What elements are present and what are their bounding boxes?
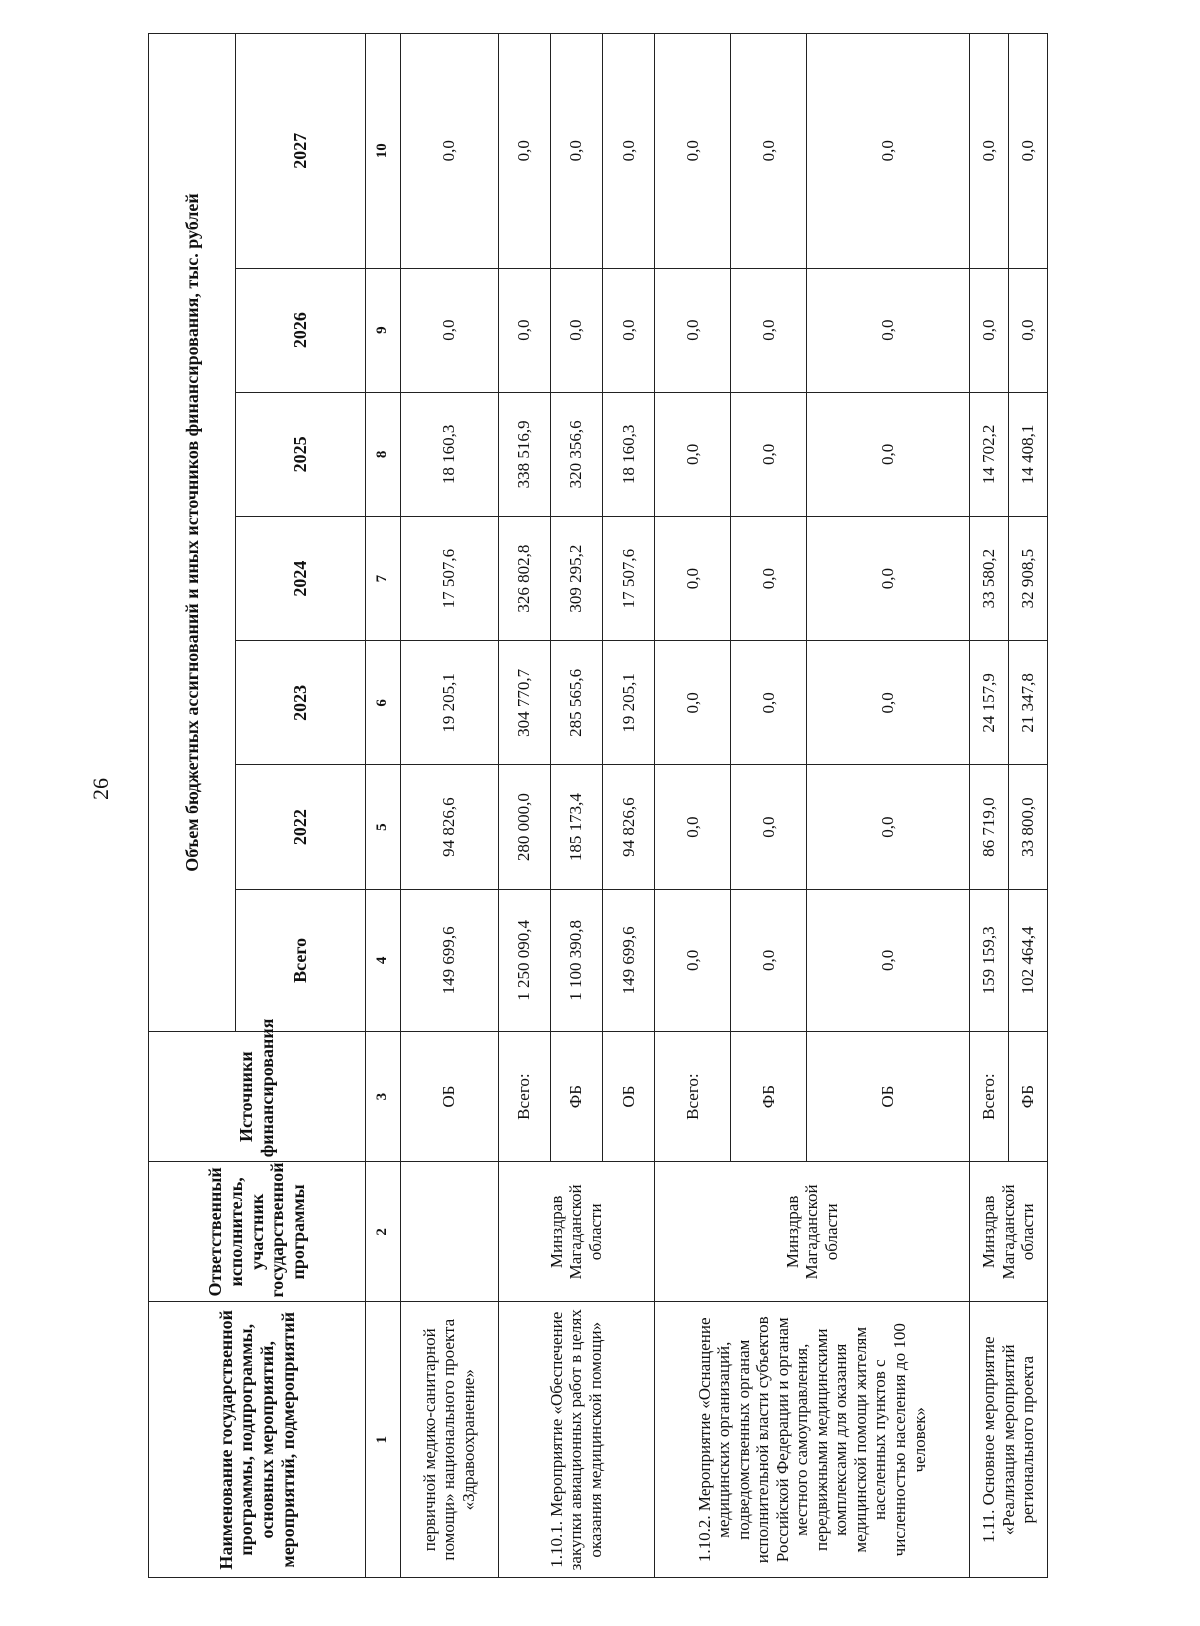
cell-value: 0,0 bbox=[806, 641, 969, 765]
table-row bbox=[400, 34, 498, 1578]
cell-value: 21 347,8 bbox=[1008, 641, 1047, 765]
cell-value: 0,0 bbox=[730, 392, 806, 516]
row-source: ФБ bbox=[550, 1031, 602, 1161]
cell-value: 18 160,3 bbox=[400, 392, 498, 516]
header-year: 2023 bbox=[235, 641, 365, 765]
cell-value: 0,0 bbox=[498, 268, 550, 392]
cell-value: 0,0 bbox=[806, 889, 969, 1031]
cell-value: 0,0 bbox=[730, 889, 806, 1031]
col-number: 1 bbox=[366, 1302, 401, 1578]
cell-value: 0,0 bbox=[654, 34, 730, 269]
row-source: ФБ bbox=[730, 1031, 806, 1161]
cell-value: 0,0 bbox=[806, 765, 969, 889]
cell-value: 0,0 bbox=[730, 34, 806, 269]
cell-value: 0,0 bbox=[654, 392, 730, 516]
cell-value: 285 565,6 bbox=[550, 641, 602, 765]
cell-value: 149 699,6 bbox=[602, 889, 654, 1031]
rotated-table-container bbox=[148, 33, 1048, 1578]
row-source: ФБ bbox=[1008, 1031, 1047, 1161]
cell-value: 0,0 bbox=[550, 34, 602, 269]
cell-value: 94 826,6 bbox=[400, 765, 498, 889]
header-row bbox=[149, 34, 236, 1578]
col-number: 8 bbox=[366, 392, 401, 516]
table-row bbox=[498, 34, 550, 1578]
cell-value: 309 295,2 bbox=[550, 517, 602, 641]
header-year: 2026 bbox=[235, 268, 365, 392]
cell-value: 0,0 bbox=[806, 392, 969, 516]
col-number: 3 bbox=[366, 1031, 401, 1161]
row-executor: Минздрав Магаданской области bbox=[969, 1162, 1047, 1302]
cell-value: 0,0 bbox=[1008, 34, 1047, 269]
cell-value: 0,0 bbox=[969, 268, 1008, 392]
cell-value: 326 802,8 bbox=[498, 517, 550, 641]
financing-table bbox=[148, 33, 1048, 1578]
cell-value: 19 205,1 bbox=[400, 641, 498, 765]
cell-value: 0,0 bbox=[654, 765, 730, 889]
cell-value: 0,0 bbox=[730, 268, 806, 392]
row-name: первичной медико-санитарной помощи» национального проекта «Здравоохранение» bbox=[400, 1302, 498, 1578]
cell-value: 0,0 bbox=[806, 34, 969, 269]
col-number: 6 bbox=[366, 641, 401, 765]
row-source: Всего: bbox=[969, 1031, 1008, 1161]
table-row bbox=[969, 34, 1008, 1578]
row-executor: Минздрав Магаданской области bbox=[498, 1162, 654, 1302]
cell-value: 0,0 bbox=[654, 641, 730, 765]
row-source: ОБ bbox=[806, 1031, 969, 1161]
cell-value: 102 464,4 bbox=[1008, 889, 1047, 1031]
header-col2: Ответственный исполнитель, участник государственной программы bbox=[149, 1162, 366, 1302]
cell-value: 0,0 bbox=[730, 517, 806, 641]
cell-value: 33 800,0 bbox=[1008, 765, 1047, 889]
cell-value: 0,0 bbox=[498, 34, 550, 269]
row-executor: Минздрав Магаданской области bbox=[654, 1162, 969, 1302]
cell-value: 0,0 bbox=[654, 268, 730, 392]
cell-value: 0,0 bbox=[730, 765, 806, 889]
cell-value: 1 250 090,4 bbox=[498, 889, 550, 1031]
col-number: 9 bbox=[366, 268, 401, 392]
cell-value: 33 580,2 bbox=[969, 517, 1008, 641]
col-number: 4 bbox=[366, 889, 401, 1031]
col-number: 7 bbox=[366, 517, 401, 641]
page-number: 26 bbox=[88, 778, 113, 800]
cell-value: 0,0 bbox=[806, 517, 969, 641]
cell-value: 0,0 bbox=[550, 268, 602, 392]
header-year: 2024 bbox=[235, 517, 365, 641]
table-row bbox=[654, 34, 730, 1578]
cell-value: 14 408,1 bbox=[1008, 392, 1047, 516]
column-numbers-row bbox=[366, 34, 401, 1578]
header-col1: Наименование государственной программы, подпрограммы, основных мероприятий, мероприятий, подмероприятий bbox=[149, 1302, 366, 1578]
row-name: 1.10.1. Мероприятие «Обеспечение закупки авиационных работ в целях оказания медицинской помощи» bbox=[498, 1302, 654, 1578]
header-year: Всего bbox=[235, 889, 365, 1031]
header-year: 2027 bbox=[235, 34, 365, 269]
cell-value: 17 507,6 bbox=[602, 517, 654, 641]
header-col3: Источники финансирования bbox=[149, 1031, 366, 1161]
cell-value: 0,0 bbox=[602, 34, 654, 269]
col-number: 5 bbox=[366, 765, 401, 889]
cell-value: 159 159,3 bbox=[969, 889, 1008, 1031]
row-source: ОБ bbox=[400, 1031, 498, 1161]
col-number: 10 bbox=[366, 34, 401, 269]
cell-value: 86 719,0 bbox=[969, 765, 1008, 889]
cell-value: 18 160,3 bbox=[602, 392, 654, 516]
cell-value: 32 908,5 bbox=[1008, 517, 1047, 641]
header-group: Объем бюджетных ассигнований и иных источников финансирования, тыс. рублей bbox=[149, 34, 236, 1032]
col-number: 2 bbox=[366, 1162, 401, 1302]
row-source: Всего: bbox=[498, 1031, 550, 1161]
cell-value: 280 000,0 bbox=[498, 765, 550, 889]
cell-value: 149 699,6 bbox=[400, 889, 498, 1031]
cell-value: 1 100 390,8 bbox=[550, 889, 602, 1031]
cell-value: 0,0 bbox=[806, 268, 969, 392]
row-executor bbox=[400, 1162, 498, 1302]
cell-value: 0,0 bbox=[400, 34, 498, 269]
cell-value: 0,0 bbox=[654, 889, 730, 1031]
cell-value: 17 507,6 bbox=[400, 517, 498, 641]
cell-value: 304 770,7 bbox=[498, 641, 550, 765]
row-name: 1.10.2. Мероприятие «Оснащение медицинских организаций, подведомственных органам исполнительной власти субъектов Российской Федерации и органам местного самоуправления, передвижными медицинскими комплексами для оказания медицинской помощи жителям населенных пунктов с численностью населения до 100 человек» bbox=[654, 1302, 969, 1578]
cell-value: 338 516,9 bbox=[498, 392, 550, 516]
cell-value: 185 173,4 bbox=[550, 765, 602, 889]
row-name: 1.11. Основное мероприятие «Реализация мероприятий регионального проекта bbox=[969, 1302, 1047, 1578]
cell-value: 24 157,9 bbox=[969, 641, 1008, 765]
cell-value: 0,0 bbox=[969, 34, 1008, 269]
header-year: 2025 bbox=[235, 392, 365, 516]
cell-value: 14 702,2 bbox=[969, 392, 1008, 516]
cell-value: 0,0 bbox=[602, 268, 654, 392]
cell-value: 0,0 bbox=[654, 517, 730, 641]
cell-value: 0,0 bbox=[1008, 268, 1047, 392]
cell-value: 0,0 bbox=[730, 641, 806, 765]
cell-value: 94 826,6 bbox=[602, 765, 654, 889]
row-source: ОБ bbox=[602, 1031, 654, 1161]
header-year: 2022 bbox=[235, 765, 365, 889]
cell-value: 19 205,1 bbox=[602, 641, 654, 765]
row-source: Всего: bbox=[654, 1031, 730, 1161]
cell-value: 320 356,6 bbox=[550, 392, 602, 516]
cell-value: 0,0 bbox=[400, 268, 498, 392]
